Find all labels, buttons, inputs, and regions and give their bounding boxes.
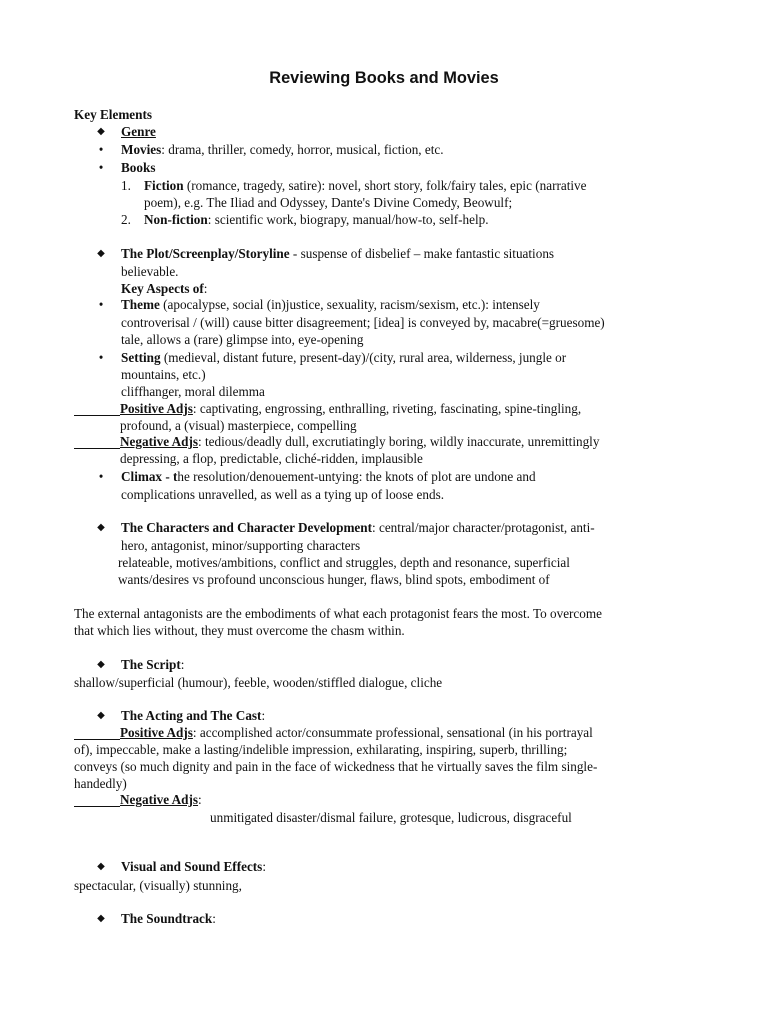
plot-heading-cont: believable. (121, 264, 179, 279)
characters-cont: hero, antagonist, minor/supporting characters (121, 538, 361, 553)
theme-item: Theme (apocalypse, social (in)justice, sexuality, racism/sexism, etc.): intensely (121, 297, 540, 312)
acting-positive-adjs: Positive Adjs: accomplished actor/consummate professional, sensational (in his portrayal (120, 725, 593, 740)
diamond-bullet-icon: ◆ (97, 126, 105, 137)
diamond-bullet-icon: ◆ (97, 659, 105, 670)
diamond-bullet-icon: ◆ (97, 248, 105, 259)
dot-bullet-icon: • (98, 142, 104, 157)
plot-heading: The Plot/Screenplay/Storyline - suspense of disbelief – make fantastic situations (121, 246, 555, 261)
diamond-bullet-icon: ◆ (97, 913, 105, 924)
characters-cont: relateable, motives/ambitions, conflict and struggles, depth and resonance, superficial (118, 555, 570, 570)
acting-heading: The Acting and The Cast: (121, 708, 266, 723)
theme-item-cont: tale, allows a (rare) glimpse into, eye-opening (121, 332, 364, 347)
plot-positive-adjs-cont: profound, a (visual) masterpiece, compelling (120, 418, 357, 433)
characters-cont: wants/desires vs profound unconscious hunger, flaws, blind spots, embodiment of (118, 572, 550, 587)
setting-item-cont: cliffhanger, moral dilemma (121, 384, 265, 399)
page-title: Reviewing Books and Movies (269, 69, 499, 87)
underline-rule (74, 415, 120, 416)
fiction-item-cont: poem), e.g. The Iliad and Odyssey, Dante's Divine Comedy, Beowulf; (144, 195, 513, 210)
underline-rule (74, 806, 120, 807)
nonfiction-item: Non-fiction: scientific work, biograpy, manual/how-to, self-help. (144, 212, 489, 227)
script-text: shallow/superficial (humour), feeble, wooden/stiffled dialogue, cliche (74, 675, 443, 690)
nonfiction-number: 2. (121, 212, 131, 227)
soundtrack-heading: The Soundtrack: (121, 911, 216, 926)
characters-paragraph: The external antagonists are the embodiments of what each protagonist fears the most. To overcome (74, 606, 602, 621)
books-item: Books (121, 160, 156, 175)
acting-positive-adjs-cont: handedly) (74, 776, 127, 791)
setting-item-cont: mountains, etc.) (121, 367, 206, 382)
underline-rule (74, 448, 120, 449)
plot-positive-adjs: Positive Adjs: captivating, engrossing, enthralling, riveting, fascinating, spine-tingling, (120, 401, 582, 416)
fiction-number: 1. (121, 178, 131, 193)
climax-item: Climax - the resolution/denouement-untying: the knots of plot are undone and (121, 469, 536, 484)
plot-negative-adjs-cont: depressing, a flop, predictable, cliché-ridden, implausible (120, 451, 423, 466)
acting-positive-adjs-cont: of), impeccable, make a lasting/indelible impression, exhilarating, inspiring, superb, thrilling; (74, 742, 568, 757)
diamond-bullet-icon: ◆ (97, 710, 105, 721)
characters-heading: The Characters and Character Development: central/major character/protagonist, anti- (121, 520, 595, 535)
visual-heading: Visual and Sound Effects: (121, 859, 266, 874)
acting-negative-adjs: Negative Adjs: (120, 792, 202, 807)
visual-text: spectacular, (visually) stunning, (74, 878, 242, 893)
underline-rule (74, 739, 120, 740)
genre-heading: Genre (121, 124, 156, 139)
acting-negative-adjs-text: unmitigated disaster/dismal failure, grotesque, ludicrous, disgraceful (210, 810, 572, 825)
diamond-bullet-icon: ◆ (97, 861, 105, 872)
characters-paragraph-cont: that which lies without, they must overcome the chasm within. (74, 623, 405, 638)
fiction-item: Fiction (romance, tragedy, satire): novel, short story, folk/fairy tales, epic (narrative (144, 178, 587, 193)
dot-bullet-icon: • (98, 350, 104, 365)
script-heading: The Script: (121, 657, 185, 672)
dot-bullet-icon: • (98, 469, 104, 484)
movies-item: Movies: drama, thriller, comedy, horror, musical, fiction, etc. (121, 142, 444, 157)
plot-negative-adjs: Negative Adjs: tedious/deadly dull, excrutiatingly boring, wildly inaccurate, unremittingly (120, 434, 600, 449)
dot-bullet-icon: • (98, 297, 104, 312)
acting-positive-adjs-cont: conveys (so much dignity and pain in the face of wickedness that he virtually saves the film single- (74, 759, 598, 774)
key-aspects-label: Key Aspects of: (121, 281, 208, 296)
diamond-bullet-icon: ◆ (97, 522, 105, 533)
section-label-key-elements: Key Elements (74, 107, 153, 122)
dot-bullet-icon: • (98, 160, 104, 175)
theme-item-cont: controverisal / (will) cause bitter disagreement; [idea] is conveyed by, macabre(=gruesome) (121, 315, 605, 330)
setting-item: Setting (medieval, distant future, present-day)/(city, rural area, wilderness, jungle or (121, 350, 567, 365)
climax-item-cont: complications unravelled, as well as a tying up of loose ends. (121, 487, 445, 502)
